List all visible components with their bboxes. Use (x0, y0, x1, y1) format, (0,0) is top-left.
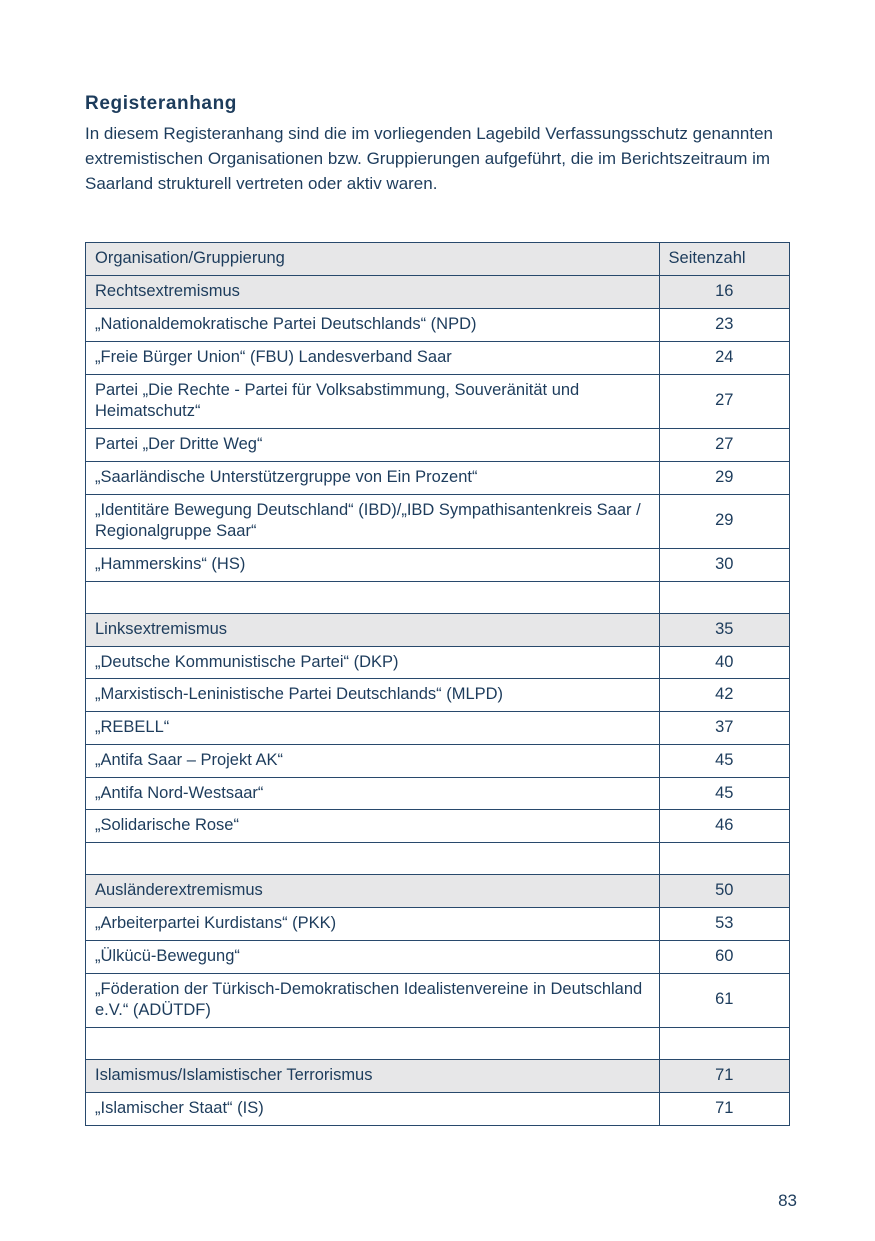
section-row (86, 875, 790, 908)
page-number-cell: 37 (659, 712, 789, 745)
page-number-cell: 40 (659, 646, 789, 679)
organisation-cell: Rechtsextremismus (86, 276, 660, 309)
section-row (86, 276, 790, 309)
table-row (86, 341, 790, 374)
column-header-organisation: Organisation/Gruppierung (86, 243, 660, 276)
table-row (86, 973, 790, 1028)
spacer-row (86, 581, 790, 613)
table-row (86, 810, 790, 843)
organisation-cell: Partei „Die Rechte - Partei für Volksabstimmung, Souveränität und Heimatschutz“ (86, 374, 660, 429)
page-number-cell: 61 (659, 973, 789, 1028)
table-row (86, 712, 790, 745)
section-row (86, 1060, 790, 1093)
page-number-cell: 27 (659, 429, 789, 462)
page-number-cell: 45 (659, 777, 789, 810)
organisation-cell: Ausländerextremismus (86, 875, 660, 908)
page-number-cell: 16 (659, 276, 789, 309)
page-number-cell: 50 (659, 875, 789, 908)
organisation-cell: „Antifa Saar – Projekt AK“ (86, 744, 660, 777)
table-row (86, 549, 790, 582)
register-table (85, 242, 790, 1125)
table-row (86, 940, 790, 973)
spacer-cell (659, 1028, 789, 1060)
spacer-cell (86, 1028, 660, 1060)
page-number-cell: 42 (659, 679, 789, 712)
organisation-cell: „Identitäre Bewegung Deutschland“ (IBD)/„IBD Sympathisantenkreis Saar / Regionalgruppe Saar“ (86, 494, 660, 549)
page-number-cell: 46 (659, 810, 789, 843)
table-row (86, 308, 790, 341)
page-number-cell: 24 (659, 341, 789, 374)
page-number-cell: 60 (659, 940, 789, 973)
spacer-row (86, 1028, 790, 1060)
table-row (86, 907, 790, 940)
page-number-cell: 29 (659, 461, 789, 494)
spacer-cell (86, 581, 660, 613)
organisation-cell: „Deutsche Kommunistische Partei“ (DKP) (86, 646, 660, 679)
organisation-cell: „REBELL“ (86, 712, 660, 745)
table-row (86, 777, 790, 810)
table-row (86, 679, 790, 712)
page-title: Registeranhang (85, 93, 237, 114)
organisation-cell: „Arbeiterpartei Kurdistans“ (PKK) (86, 907, 660, 940)
organisation-cell: „Föderation der Türkisch-Demokratischen Idealistenvereine in Deutschland e.V.“ (ADÜTDF) (86, 973, 660, 1028)
intro-paragraph: In diesem Registeranhang sind die im vorliegenden Lagebild Verfassungsschutz genannten extremistischen Organisationen bzw. Gruppierungen aufgeführt, die im Berichtszeitraum im Saarland strukturell vertreten oder aktiv waren. (85, 124, 774, 193)
spacer-row (86, 843, 790, 875)
table-row (86, 374, 790, 429)
table-row (86, 646, 790, 679)
page-number-cell: 27 (659, 374, 789, 429)
page-number-cell: 29 (659, 494, 789, 549)
organisation-cell: „Antifa Nord-Westsaar“ (86, 777, 660, 810)
page-number-cell: 45 (659, 744, 789, 777)
organisation-cell: Partei „Der Dritte Weg“ (86, 429, 660, 462)
table-body (86, 276, 790, 1125)
spacer-cell (86, 843, 660, 875)
organisation-cell: Linksextremismus (86, 613, 660, 646)
organisation-cell: „Marxistisch-Leninistische Partei Deutschlands“ (MLPD) (86, 679, 660, 712)
page-number-cell: 35 (659, 613, 789, 646)
organisation-cell: „Hammerskins“ (HS) (86, 549, 660, 582)
table-row (86, 494, 790, 549)
table-row (86, 461, 790, 494)
organisation-cell: „Saarländische Unterstützergruppe von Ein Prozent“ (86, 461, 660, 494)
column-header-seitenzahl: Seitenzahl (659, 243, 789, 276)
organisation-cell: „Freie Bürger Union“ (FBU) Landesverband Saar (86, 341, 660, 374)
spacer-cell (659, 843, 789, 875)
table-row (86, 744, 790, 777)
page-number: 83 (778, 1191, 797, 1210)
page-number-cell: 71 (659, 1060, 789, 1093)
page-number-cell: 53 (659, 907, 789, 940)
organisation-cell: „Islamischer Staat“ (IS) (86, 1092, 660, 1125)
table-header-row (86, 243, 790, 276)
organisation-cell: Islamismus/Islamistischer Terrorismus (86, 1060, 660, 1093)
spacer-cell (659, 581, 789, 613)
page-number-cell: 30 (659, 549, 789, 582)
page-number-cell: 71 (659, 1092, 789, 1125)
organisation-cell: „Nationaldemokratische Partei Deutschlands“ (NPD) (86, 308, 660, 341)
page-number-cell: 23 (659, 308, 789, 341)
section-row (86, 613, 790, 646)
organisation-cell: „Ülkücü-Bewegung“ (86, 940, 660, 973)
organisation-cell: „Solidarische Rose“ (86, 810, 660, 843)
table-row (86, 1092, 790, 1125)
table-row (86, 429, 790, 462)
